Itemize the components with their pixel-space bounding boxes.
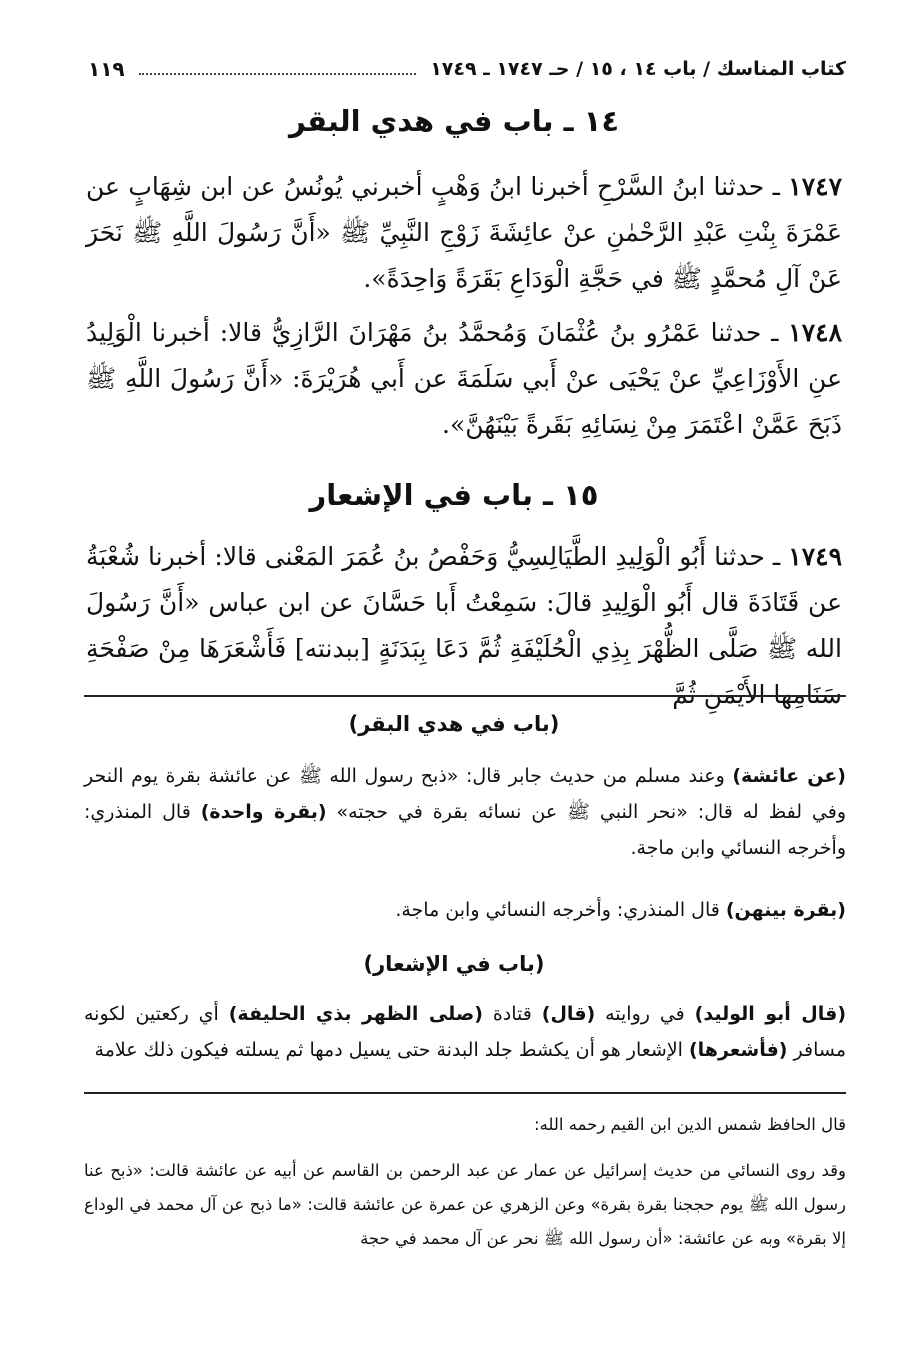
hadith-number: ١٧٤٧ (788, 172, 842, 201)
bold-term: (فأشعرها) (688, 1039, 788, 1061)
commentary-divider (84, 695, 846, 697)
footnote-divider (84, 1092, 846, 1094)
commentary-text: قال المنذري: وأخرجه النسائي وابن ماجة. (395, 899, 726, 921)
running-head-title: كتاب المناسك / باب ١٤ ، ١٥ / حـ ١٧٤٧ ـ ١٧٤٩ (430, 58, 846, 80)
bold-term: (بقرة بينهن) (725, 899, 846, 921)
commentary-text: وعند مسلم من حديث جابر قال: «ذبح رسول الله ﷺ عن عائشة بقرة يوم النحر وفي لفظ له قال: «نحر النبي ﷺ عن نسائه بقرة في حجته» (84, 765, 846, 823)
hadith-number: ١٧٤٩ (788, 542, 842, 571)
bold-term: (عن عائشة) (732, 765, 846, 787)
commentary-text: قال المنذري: وأخرجه النسائي وابن ماجة. (84, 801, 846, 859)
commentary-text: أي ركعتين لكونه مسافر (84, 1003, 846, 1061)
hadith-1748 (86, 310, 842, 448)
commentary-text: قتادة (482, 1003, 542, 1025)
hadith-text: ـ حدثنا عَمْرُو بنُ عُثْمَانَ وَمُحمَّدُ بنُ مَهْرَانَ الرَّازِيُّ قالا: أخبرنا الْوَلِيدُ عنِ الأَوْزَاعِيِّ عنْ يَحْيَى عنْ أَبي سَلَمَةَ عن أَبي هُرَيْرَةَ: «أَنَّ رَسُولَ اللَّهِ ﷺ ذَبَحَ عَمَّنْ اعْتَمَرَ مِنْ نِسَائِهِ بَقَرةً بَيْنَهُنَّ». (86, 318, 842, 439)
hadith-1747 (86, 164, 842, 302)
bold-term: (قال أبو الوليد) (694, 1003, 847, 1025)
footnote-paragraph: وقد روى النسائي من حديث إسرائيل عن عمار عن عبد الرحمن بن القاسم عن أبيه عن عائشة قالت: «ذبح عنا رسول الله ﷺ يوم حججنا بقرة بقرة» وعن الزهري عن عمرة عن عائشة قالت: «ما ذبح عن آل محمد في الوداع إلا بقرة» وبه عن عائشة: «أن رسول الله ﷺ نحر عن آل محمد في حجة (84, 1161, 846, 1248)
hadith-text: ـ حدثنا ابنُ السَّرْحِ أخبرنا ابنُ وَهْبٍ أخبرني يُونُسُ عن ابن شِهَابٍ عن عَمْرَةَ بِنْتِ عَبْدِ الرَّحْمٰنِ عنْ عائِشَةَ زَوْجِ النَّبِيِّ ﷺ «أَنَّ رَسُولَ اللَّهِ ﷺ نَحَرَ عَنْ آلِ مُحمَّدٍ ﷺ في حَجَّةِ الْوَدَاعِ بَقَرَةً وَاحِدَةً». (86, 172, 842, 293)
commentary-heading-1: (باب في هدي البقر) (348, 712, 560, 736)
hadith-1749 (86, 534, 842, 718)
commentary-paragraph-1 (84, 758, 846, 866)
commentary-heading-2: (باب في الإشعار) (363, 952, 545, 976)
hadith-text: ـ حدثنا أَبُو الْوَلِيدِ الطَّيَالِسِيُّ وَحَفْصُ بنُ عُمَرَ المَعْنى قالا: أخبرنا شُعْبَةُ عن قَتَادَةَ قال أَبُو الْوَلِيدِ قالَ: سَمِعْتُ أَبا حَسَّانَ عن ابن عباس «أَنَّ رَسُولَ الله ﷺ صَلَّى الظُّهْرَ بِذِي الْحُلَيْفَةِ ثُمَّ دَعَا بِبَدَنَةٍ [ببدنته] فَأَشْعَرَهَا مِنْ صَفْحَةِ سَنَامِها الأَيْمَنِ ثُمَّ (86, 542, 842, 709)
bold-term: (بقرة واحدة) (200, 801, 327, 823)
page-number: ١١٩ (88, 57, 125, 81)
commentary-paragraph-2 (84, 892, 846, 928)
commentary-text: في روايته (595, 1003, 695, 1025)
hadith-number: ١٧٤٨ (788, 318, 842, 347)
bold-term: (صلى الظهر بذي الحليفة) (228, 1003, 483, 1025)
running-head (88, 52, 846, 86)
footnote-intro: قال الحافظ شمس الدين ابن القيم رحمه الله: (534, 1115, 846, 1134)
bold-term: (قال) (541, 1003, 596, 1025)
commentary-paragraph-3 (84, 996, 846, 1068)
leader-dots (139, 73, 417, 75)
chapter-15-heading: ١٥ ـ باب في الإشعار (309, 478, 599, 512)
commentary-text: الإشعار هو أن يكشط جلد البدنة حتى يسيل دمها ثم يسلته فيكون ذلك علامة (94, 1039, 689, 1061)
chapter-14-heading: ١٤ ـ باب في هدي البقر (288, 104, 620, 138)
